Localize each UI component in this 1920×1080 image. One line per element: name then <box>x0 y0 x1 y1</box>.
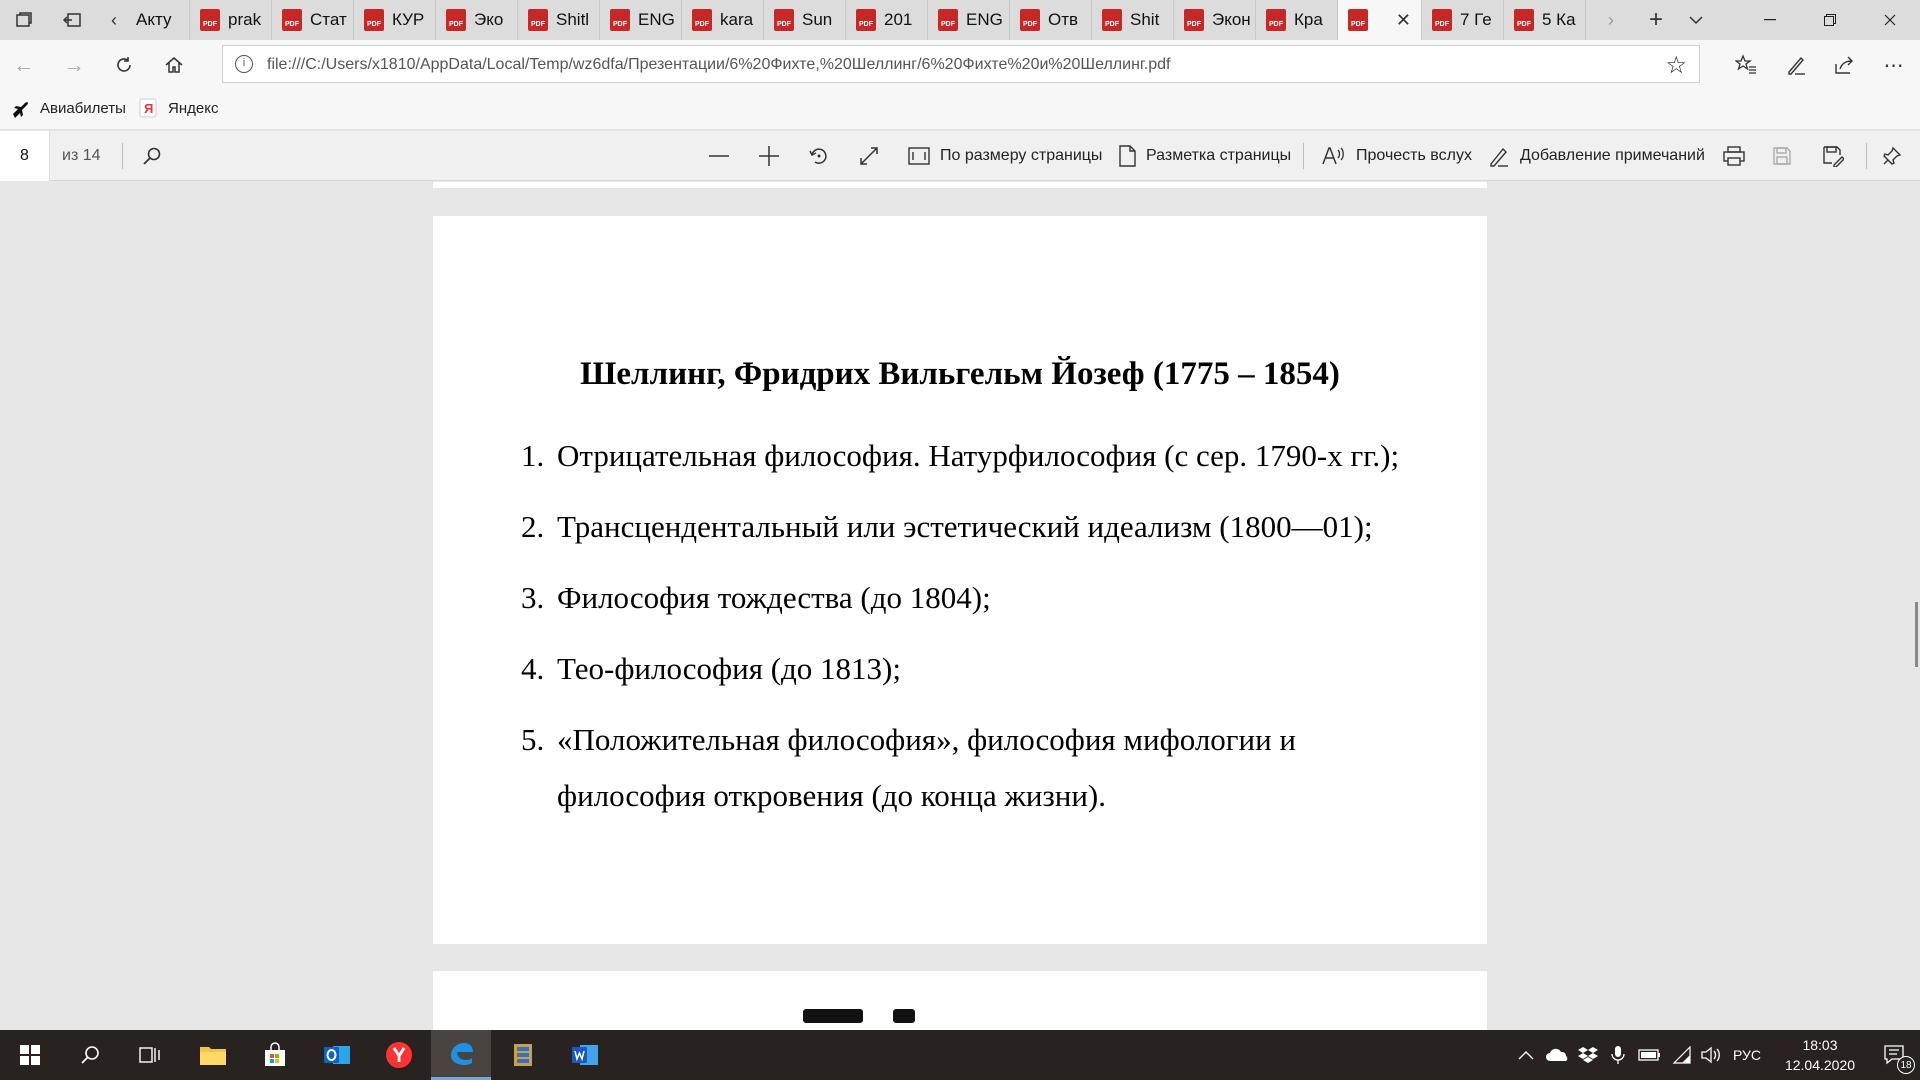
tab[interactable] <box>1256 0 1338 40</box>
list-item-text: «Положительная философия», философия мифологии и философия откровения (до конца жизни). <box>557 722 1297 813</box>
zoom-in-icon[interactable] <box>758 131 780 181</box>
toolbar-divider <box>122 143 123 169</box>
dropbox-icon[interactable] <box>1578 1030 1598 1080</box>
scroll-tabs-right-icon[interactable]: › <box>1608 9 1614 30</box>
tab-label: kara <box>720 10 754 29</box>
show-hidden-icons-icon[interactable] <box>1518 1030 1534 1080</box>
next-page-text-fragment <box>803 1009 863 1023</box>
tab[interactable] <box>764 0 846 40</box>
list-item-text: Тео-философия (до 1813); <box>557 651 901 686</box>
toolbar-divider <box>1303 143 1304 169</box>
pdf-file-icon: PDF <box>1266 9 1286 31</box>
list-item-text: Трансцендентальный или эстетический идеализм (1800—01); <box>557 509 1373 544</box>
list-item <box>521 570 1447 626</box>
scrollbar-thumb[interactable] <box>1915 602 1918 667</box>
tab[interactable] <box>1092 0 1174 40</box>
tab-label: 5 Ка <box>1542 10 1576 29</box>
microphone-icon[interactable] <box>1611 1030 1625 1080</box>
pdf-file-icon: PDF <box>1348 9 1368 31</box>
tab-label: 201 <box>884 10 913 29</box>
start-windows-icon[interactable] <box>0 1030 60 1080</box>
tab-strip <box>0 0 1920 40</box>
tab[interactable] <box>272 0 354 40</box>
minimize-icon[interactable] <box>1740 0 1800 40</box>
pdf-file-icon: PDF <box>200 9 220 31</box>
list-item <box>521 641 1447 697</box>
clock-time: 18:03 <box>1802 1037 1838 1053</box>
word-icon[interactable] <box>555 1030 615 1080</box>
tab-label: Эко <box>474 10 504 29</box>
read-aloud-label: Прочесть вслух <box>1356 147 1472 164</box>
pdf-file-icon: PDF <box>610 9 630 31</box>
list-number: 2. <box>521 509 545 544</box>
toolbar-divider <box>1866 143 1867 169</box>
read-aloud-icon <box>1322 146 1346 166</box>
list-item-text: Философия тождества (до 1804); <box>557 580 991 615</box>
fit-page-button[interactable] <box>908 131 1102 181</box>
pdf-file-icon: PDF <box>774 9 794 31</box>
philosophy-periods-list <box>521 428 1447 839</box>
tab[interactable] <box>846 0 928 40</box>
next-page-text-fragment <box>893 1009 915 1023</box>
tab[interactable] <box>1174 0 1256 40</box>
tab[interactable] <box>1010 0 1092 40</box>
tab-label: 7 Ге <box>1460 10 1492 29</box>
save-as-icon[interactable] <box>1822 131 1844 181</box>
tab-label: Стат <box>310 10 347 29</box>
tab-label: Shit <box>1130 10 1160 29</box>
pdf-page <box>433 216 1487 944</box>
pdf-viewer[interactable] <box>0 182 1920 1030</box>
tab[interactable] <box>600 0 682 40</box>
restore-icon[interactable] <box>1800 0 1860 40</box>
list-item <box>521 499 1447 555</box>
tab[interactable] <box>1504 0 1586 40</box>
tab[interactable] <box>928 0 1010 40</box>
pdf-file-icon: PDF <box>692 9 712 31</box>
forward-icon[interactable]: → <box>63 52 85 77</box>
onedrive-icon[interactable] <box>1545 1030 1569 1080</box>
page-layout-icon <box>1118 145 1136 167</box>
fit-page-label: По размеру страницы <box>940 147 1103 164</box>
navigation-bar <box>0 40 1920 88</box>
fullscreen-icon[interactable] <box>858 131 880 181</box>
read-aloud-button[interactable] <box>1322 131 1472 181</box>
tab[interactable] <box>354 0 436 40</box>
network-icon[interactable] <box>1672 1030 1692 1080</box>
taskbar <box>0 1030 1920 1080</box>
set-aside-tabs-icon[interactable] <box>48 0 96 40</box>
clock[interactable] <box>1770 1030 1870 1080</box>
favorite-label: Авиабилеты <box>40 99 126 117</box>
search-icon[interactable] <box>60 1030 120 1080</box>
search-icon[interactable] <box>142 131 162 181</box>
zoom-out-icon[interactable] <box>708 131 730 181</box>
edge-icon[interactable] <box>431 1030 491 1080</box>
favorites-hub-icon[interactable] <box>1730 49 1762 81</box>
favorite-yandex[interactable] <box>138 98 218 118</box>
favorite-label: Яндекс <box>168 99 219 117</box>
svg-text:Я: Я <box>144 101 154 116</box>
save-icon <box>1772 131 1792 181</box>
address-bar[interactable] <box>222 45 1700 83</box>
tab[interactable] <box>436 0 518 40</box>
tab-label: prak <box>228 10 262 29</box>
action-center-icon[interactable] <box>1870 1030 1920 1080</box>
tab-label: ENG <box>966 10 1003 29</box>
file-explorer-icon[interactable] <box>183 1030 243 1080</box>
pdf-file-icon: PDF <box>364 9 384 31</box>
share-icon[interactable] <box>1828 49 1860 81</box>
add-notes-button[interactable] <box>1488 131 1705 181</box>
refresh-icon[interactable] <box>108 49 140 81</box>
tab-active[interactable] <box>1338 0 1422 40</box>
page-layout-label: Разметка страницы <box>1146 147 1292 164</box>
home-icon[interactable] <box>158 49 190 81</box>
back-icon[interactable]: ← <box>13 52 35 77</box>
input-language[interactable]: РУС <box>1733 1047 1762 1063</box>
tab-label: Sun <box>802 10 833 29</box>
favorites-bar <box>0 88 1920 130</box>
notes-pen-icon[interactable] <box>1780 49 1812 81</box>
tab-label: Экон <box>1212 10 1251 29</box>
battery-icon[interactable] <box>1638 1030 1662 1080</box>
pdf-page-previous <box>433 182 1487 188</box>
new-tab-icon[interactable]: + <box>1648 6 1663 33</box>
pdf-file-icon: PDF <box>528 9 548 31</box>
list-item <box>521 428 1447 484</box>
favorite-aviabilety[interactable] <box>10 98 126 118</box>
pdf-file-icon: PDF <box>446 9 466 31</box>
pdf-file-icon: PDF <box>938 9 958 31</box>
fit-page-icon <box>908 146 930 166</box>
tab[interactable] <box>1422 0 1504 40</box>
tab-label: Кра <box>1294 10 1323 29</box>
archive-app-icon[interactable] <box>493 1030 553 1080</box>
list-number: 5. <box>521 722 545 757</box>
scroll-tabs-left-icon[interactable]: ‹ <box>111 9 117 30</box>
tab[interactable] <box>132 0 190 40</box>
pdf-page-next <box>433 971 1487 1030</box>
close-tab-icon[interactable]: ✕ <box>1395 9 1411 30</box>
more-options-icon[interactable]: ⋯ <box>1883 54 1905 77</box>
pdf-file-icon: PDF <box>1020 9 1040 31</box>
pdf-file-icon: PDF <box>1102 9 1122 31</box>
pdf-file-icon: PDF <box>856 9 876 31</box>
tab-actions-icon[interactable] <box>0 0 48 40</box>
tab-label: Shitl <box>556 10 590 29</box>
tab-label: Отв <box>1048 10 1079 29</box>
microsoft-store-icon[interactable] <box>245 1030 305 1080</box>
favorite-star-icon[interactable]: ☆ <box>1665 52 1687 79</box>
list-number: 4. <box>521 651 545 686</box>
yandex-icon <box>138 98 158 118</box>
page-title: Шеллинг, Фридрих Вильгельм Йозеф (1775 – 1854) <box>580 356 1340 392</box>
list-number: 1. <box>521 438 545 473</box>
close-window-icon[interactable] <box>1860 0 1920 40</box>
page-layout-button[interactable] <box>1118 131 1291 181</box>
tab[interactable] <box>518 0 600 40</box>
tab-label: ENG <box>638 10 675 29</box>
tab[interactable] <box>190 0 272 40</box>
notification-count-badge: 18 <box>1897 1056 1915 1074</box>
volume-icon[interactable] <box>1700 1030 1722 1080</box>
url-text[interactable]: file:///C:/Users/x1810/AppData/Local/Temp/wz6dfa/Презентации/6%20Фихте,%20Шеллинг/6%20Фихте%20и%20Шеллинг.pdf <box>267 56 1171 73</box>
yandex-browser-icon[interactable] <box>369 1030 429 1080</box>
add-notes-icon <box>1488 145 1510 167</box>
pdf-file-icon: PDF <box>1184 9 1204 31</box>
print-icon[interactable] <box>1722 131 1746 181</box>
pdf-file-icon: PDF <box>282 9 302 31</box>
tab-preview-chevron-icon[interactable] <box>1676 0 1716 40</box>
pdf-file-icon: PDF <box>1514 9 1534 31</box>
list-item-text: Отрицательная философия. Натурфилософия (с сер. 1790-х гг.); <box>557 438 1400 473</box>
page-number-input[interactable]: 8 <box>0 131 50 181</box>
tab[interactable] <box>682 0 764 40</box>
tabs-list <box>132 0 1586 40</box>
tab-label: Акту <box>136 10 172 29</box>
tab-label: КУР <box>392 10 425 29</box>
plane-icon <box>10 98 30 118</box>
list-item <box>521 712 1447 824</box>
page-count: из 14 <box>62 147 101 164</box>
pdf-toolbar <box>0 131 1920 181</box>
outlook-icon[interactable] <box>307 1030 367 1080</box>
clock-date: 12.04.2020 <box>1784 1057 1856 1073</box>
pdf-file-icon: PDF <box>1432 9 1452 31</box>
task-view-icon[interactable] <box>120 1030 180 1080</box>
list-number: 3. <box>521 580 545 615</box>
rotate-icon[interactable] <box>808 131 830 181</box>
pin-toolbar-icon[interactable] <box>1882 131 1902 181</box>
site-info-icon[interactable]: i <box>235 55 253 73</box>
add-notes-label: Добавление примечаний <box>1520 147 1705 164</box>
